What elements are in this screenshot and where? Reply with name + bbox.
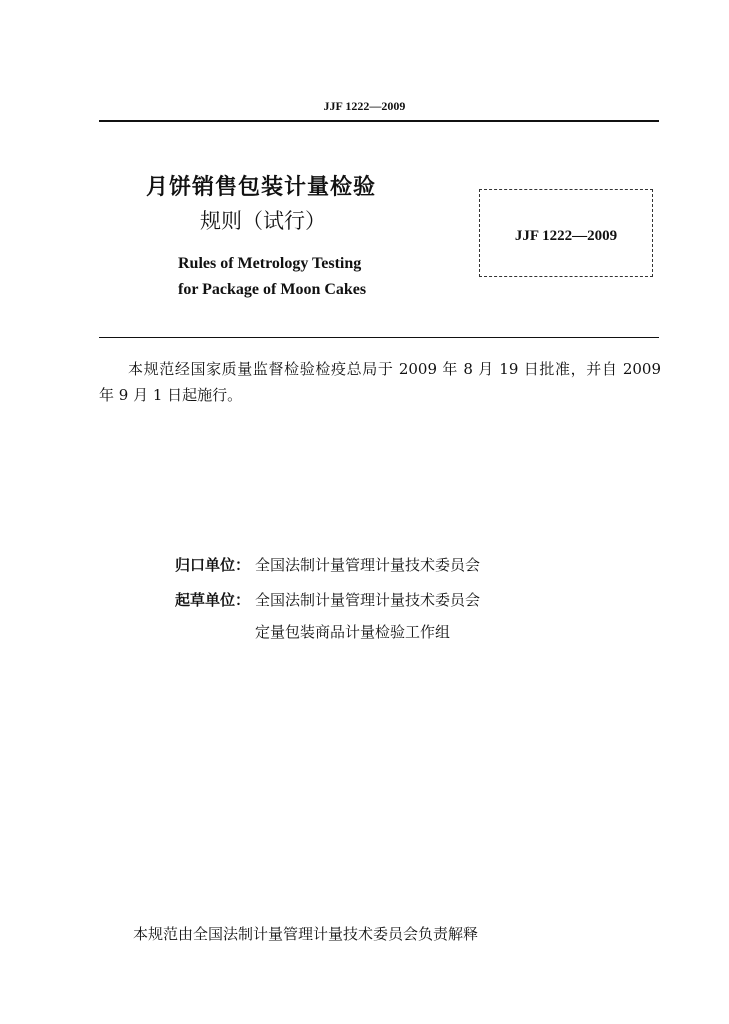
approval-statement: 本规范经国家质量监督检验检疫总局于 2009 年 8 月 19 日批准，并自 2009 年 9 月 1 日起施行。 — [99, 360, 661, 404]
drafting-unit-row — [175, 589, 480, 610]
responsible-unit-row — [175, 554, 480, 575]
title-chinese-line-2: 规则（试行） — [200, 209, 326, 233]
drafting-unit-value-2: 定量包装商品计量检验工作组 — [255, 623, 451, 641]
drafting-unit-label: 起草单位： — [175, 591, 251, 609]
title-english-line-2: for Package of Moon Cakes — [178, 281, 367, 298]
title-english-line-1: Rules of Metrology Testing — [178, 255, 362, 272]
title-chinese-line-1: 月饼销售包装计量检验 — [146, 175, 377, 200]
top-rule — [99, 120, 659, 122]
responsible-unit-label: 归口单位： — [175, 556, 251, 574]
header-standard-code: JJF 1222—2009 — [323, 99, 406, 113]
responsible-unit-value: 全国法制计量管理计量技术委员会 — [255, 556, 481, 574]
standard-code-box-text: JJF 1222—2009 — [514, 228, 618, 244]
middle-rule — [99, 337, 659, 338]
footer-interpretation-note: 本规范由全国法制计量管理计量技术委员会负责解释 — [133, 925, 479, 943]
drafting-unit-value-1: 全国法制计量管理计量技术委员会 — [255, 591, 481, 609]
